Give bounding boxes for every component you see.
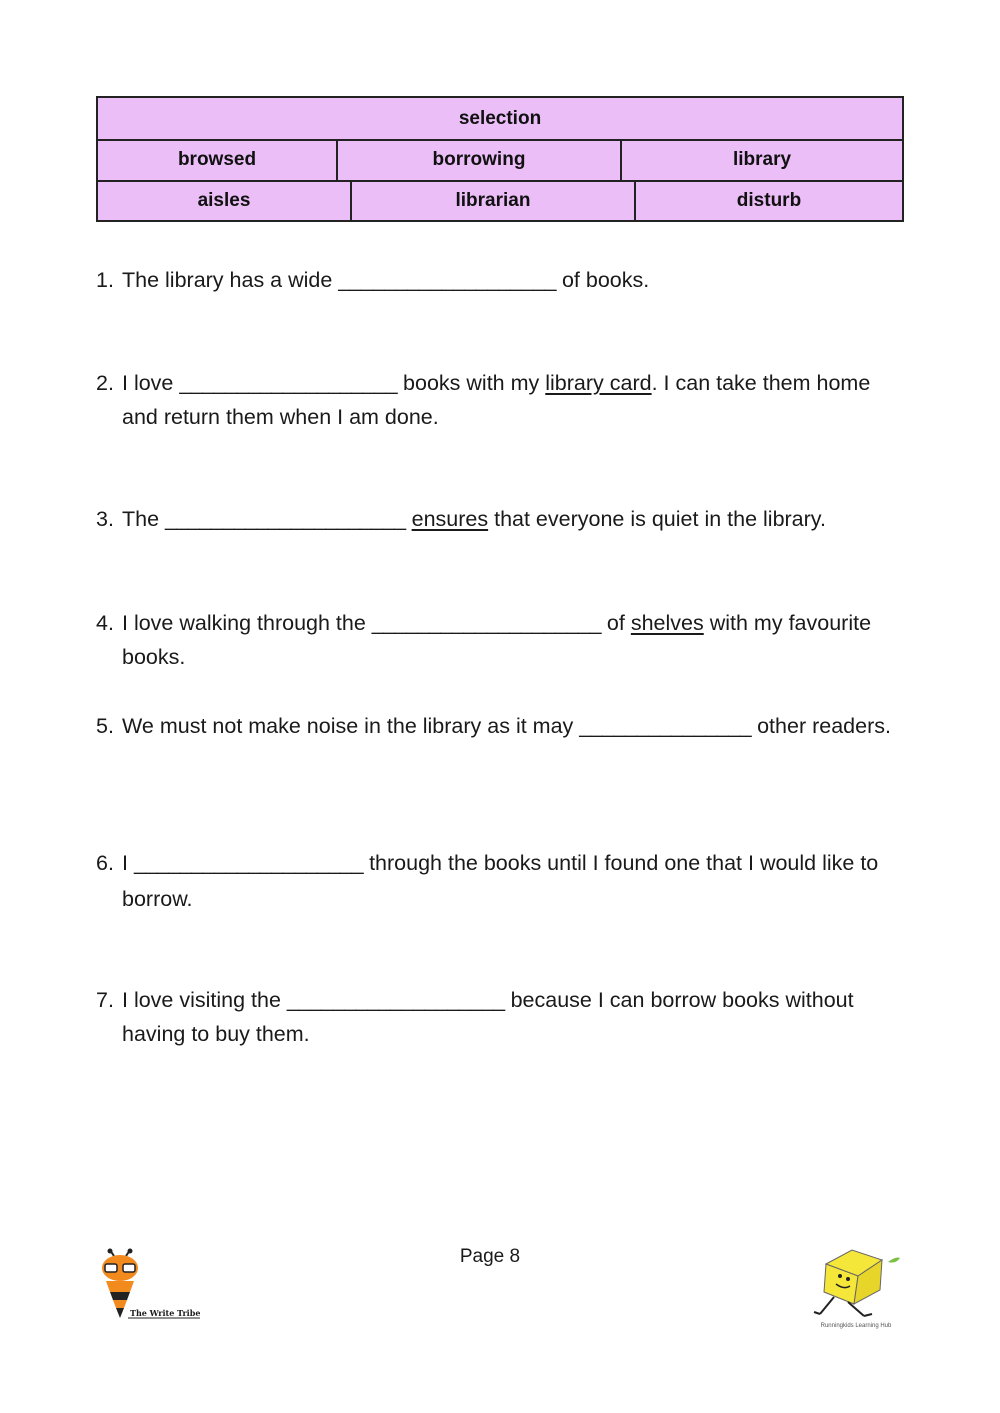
page-number: Page 8 xyxy=(459,1246,521,1267)
question-text: . I can take them home and return them when I am done. xyxy=(122,371,871,429)
word-bank-row-1 xyxy=(98,98,902,141)
answer-blank[interactable]: ___________________ xyxy=(179,371,398,395)
underlined-word: library card xyxy=(545,371,652,395)
question-text: through the books until I found one that I would like to borrow. xyxy=(122,851,879,911)
question-text: I xyxy=(122,851,134,875)
question-3 xyxy=(96,502,916,536)
question-text: that everyone is quiet in the library. xyxy=(488,507,826,531)
question-number: 7. xyxy=(96,988,114,1012)
answer-blank[interactable]: _____________________ xyxy=(165,507,406,531)
word-bank-cell: selection xyxy=(458,107,542,129)
question-4 xyxy=(96,606,886,674)
question-text: other readers. xyxy=(751,714,891,738)
question-number: 4. xyxy=(96,611,114,635)
question-text: The library has a wide xyxy=(122,268,339,292)
question-number: 2. xyxy=(96,371,114,395)
question-number: 1. xyxy=(96,268,114,292)
word-bank-cell: borrowing xyxy=(336,139,620,180)
question-number: 6. xyxy=(96,851,114,875)
word-bank-cell: library xyxy=(620,139,902,180)
question-text: The xyxy=(122,507,166,531)
word-bank-cell: disturb xyxy=(634,181,902,220)
write-tribe-logo xyxy=(96,1248,208,1328)
logo-text: Runningkids Learning Hub xyxy=(820,1323,892,1329)
runningkids-logo xyxy=(808,1242,904,1346)
underlined-word: ensures xyxy=(411,507,489,531)
question-7 xyxy=(96,983,886,1051)
question-text: I love xyxy=(122,371,180,395)
answer-blank[interactable]: ____________________ xyxy=(371,611,601,635)
answer-blank[interactable]: ___________________ xyxy=(338,268,556,292)
word-bank-row-3 xyxy=(98,181,902,220)
question-text: because I can borrow books without having to buy them. xyxy=(122,988,854,1046)
question-text: of xyxy=(600,611,631,635)
question-text: books with my xyxy=(397,371,546,395)
question-text: I love walking through the xyxy=(122,611,372,635)
underlined-word: shelves xyxy=(630,611,704,635)
word-bank-table xyxy=(96,96,904,222)
running-book-icon xyxy=(808,1242,904,1322)
word-bank-cell: aisles xyxy=(197,189,251,211)
word-bank-row-2 xyxy=(98,139,902,182)
question-2 xyxy=(96,366,896,434)
question-text: of books. xyxy=(556,268,650,292)
question-number: 5. xyxy=(96,714,114,738)
question-text: I love visiting the xyxy=(122,988,287,1012)
question-number: 3. xyxy=(96,507,114,531)
logo-text: The Write Tribe xyxy=(130,1308,201,1318)
question-text: with my favourite books. xyxy=(122,611,872,669)
answer-blank[interactable]: ___________________ xyxy=(286,988,505,1012)
answer-blank[interactable]: ____________________ xyxy=(133,851,364,875)
question-6 xyxy=(96,845,906,917)
question-5 xyxy=(96,709,896,743)
question-1 xyxy=(96,263,916,297)
question-text: We must not make noise in the library as it may xyxy=(122,714,580,738)
word-bank-cell: librarian xyxy=(350,181,634,220)
word-bank-cell: browsed xyxy=(177,148,257,170)
answer-blank[interactable]: _______________ xyxy=(579,714,752,738)
